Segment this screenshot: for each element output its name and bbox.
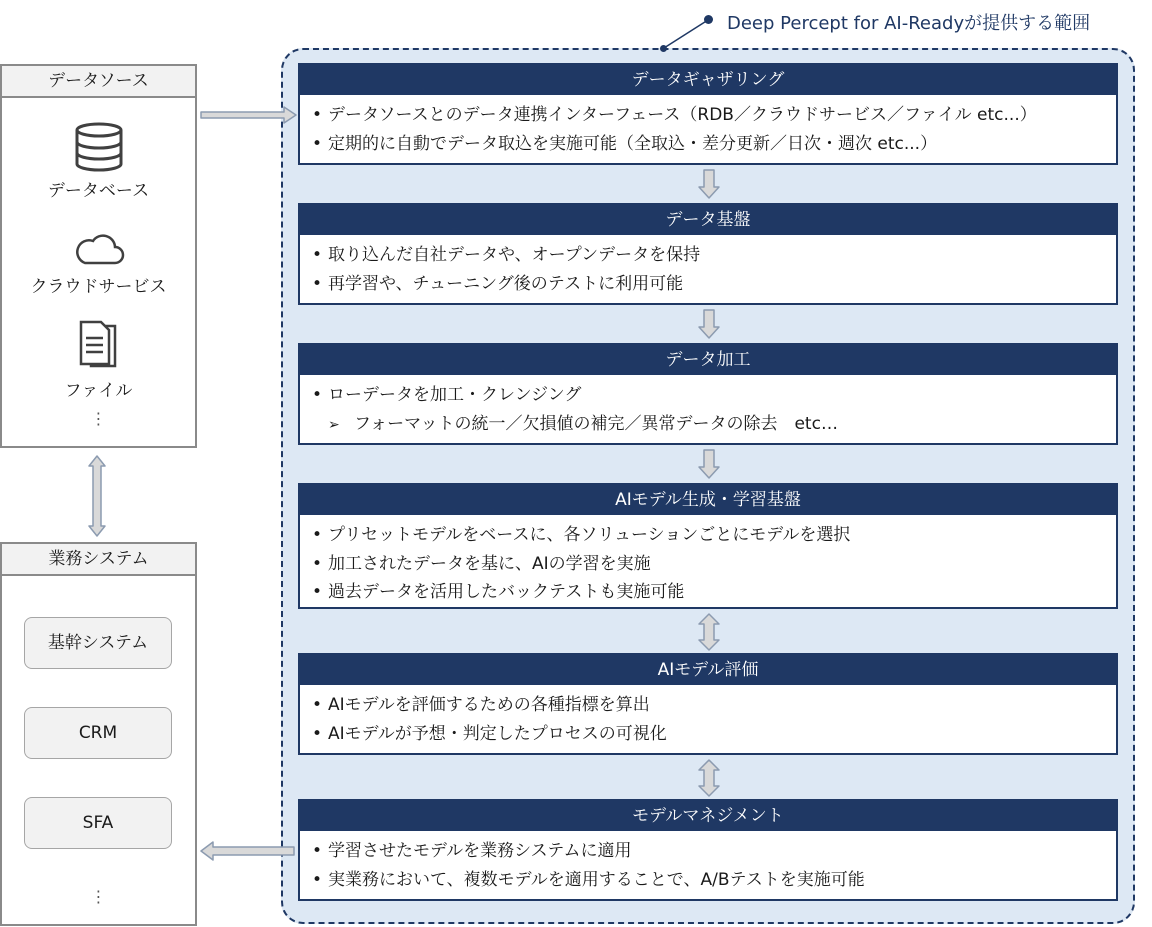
stage-title: AIモデル評価 [300, 655, 1116, 685]
stage-bullet: • AIモデルを評価するための各種指標を算出 [312, 695, 650, 715]
database-label: データベース [47, 181, 150, 201]
more-sources-ellipsis: ⋮ [90, 409, 107, 428]
crm-box: CRM [24, 707, 172, 759]
stage-bullet: • 再学習や、チューニング後のテストに利用可能 [312, 273, 684, 294]
arrow-right-icon [201, 107, 296, 123]
stage-bullet: • 学習させたモデルを業務システムに適用 [312, 841, 632, 861]
sfa-box: SFA [24, 797, 172, 849]
stage-title: データ加工 [300, 345, 1116, 375]
stage-title: データ基盤 [300, 205, 1116, 235]
stage-bullet: • 定期的に自動でデータ取込を実施可能（全取込・差分更新／日次・週次 etc...） [312, 133, 938, 154]
stage-title: AIモデル生成・学習基盤 [300, 485, 1116, 515]
stage-sub-bullet: ➢ フォーマットの統一／欠損値の補完／異常データの除去 etc… [310, 410, 1116, 440]
stage-bullet: • 取り込んだ自社データや、オープンデータを保持 [312, 245, 701, 265]
arrow-left-icon [201, 842, 294, 860]
double-arrow-vertical-icon [89, 456, 105, 536]
stage-bullet: • プリセットモデルをベースに、各ソリューションごとにモデルを選択 [312, 525, 851, 545]
stage-bullet: • 加工されたデータを基に、AIの学習を実施 [312, 553, 651, 574]
stage-title: データギャザリング [300, 65, 1116, 95]
arrow-down-icon [699, 170, 719, 198]
stage-title: モデルマネジメント [300, 801, 1116, 831]
arrow-down-icon [699, 310, 719, 338]
stage-bullet: • 実業務において、複数モデルを適用することで、A/Bテストを実施可能 [312, 869, 865, 890]
arrow-bullet-icon: ➢ [328, 416, 340, 433]
business-system-title: 業務システム [2, 544, 195, 576]
cloud-service-label: クラウドサービス [30, 277, 167, 297]
data-source-title: データソース [2, 66, 195, 98]
file-label: ファイル [64, 381, 133, 401]
more-systems-ellipsis: ⋮ [90, 887, 107, 906]
arrow-down-icon [699, 450, 719, 478]
scope-callout-label: Deep Percept for AI-Readyが提供する範囲 [727, 13, 1091, 34]
stage-bullet: • 過去データを活用したバックテストも実施可能 [312, 582, 685, 602]
core-system-box: 基幹システム [24, 617, 172, 669]
stage-bullet: • AIモデルが予想・判定したプロセスの可視化 [312, 723, 667, 744]
double-arrow-vertical-icon [699, 760, 719, 796]
stage-bullet: • データソースとのデータ連携インターフェース（RDB／クラウドサービス／ファイル etc...） [312, 105, 1037, 125]
double-arrow-vertical-icon [699, 614, 719, 650]
stage-bullet: • ローデータを加工・クレンジング [312, 385, 582, 405]
